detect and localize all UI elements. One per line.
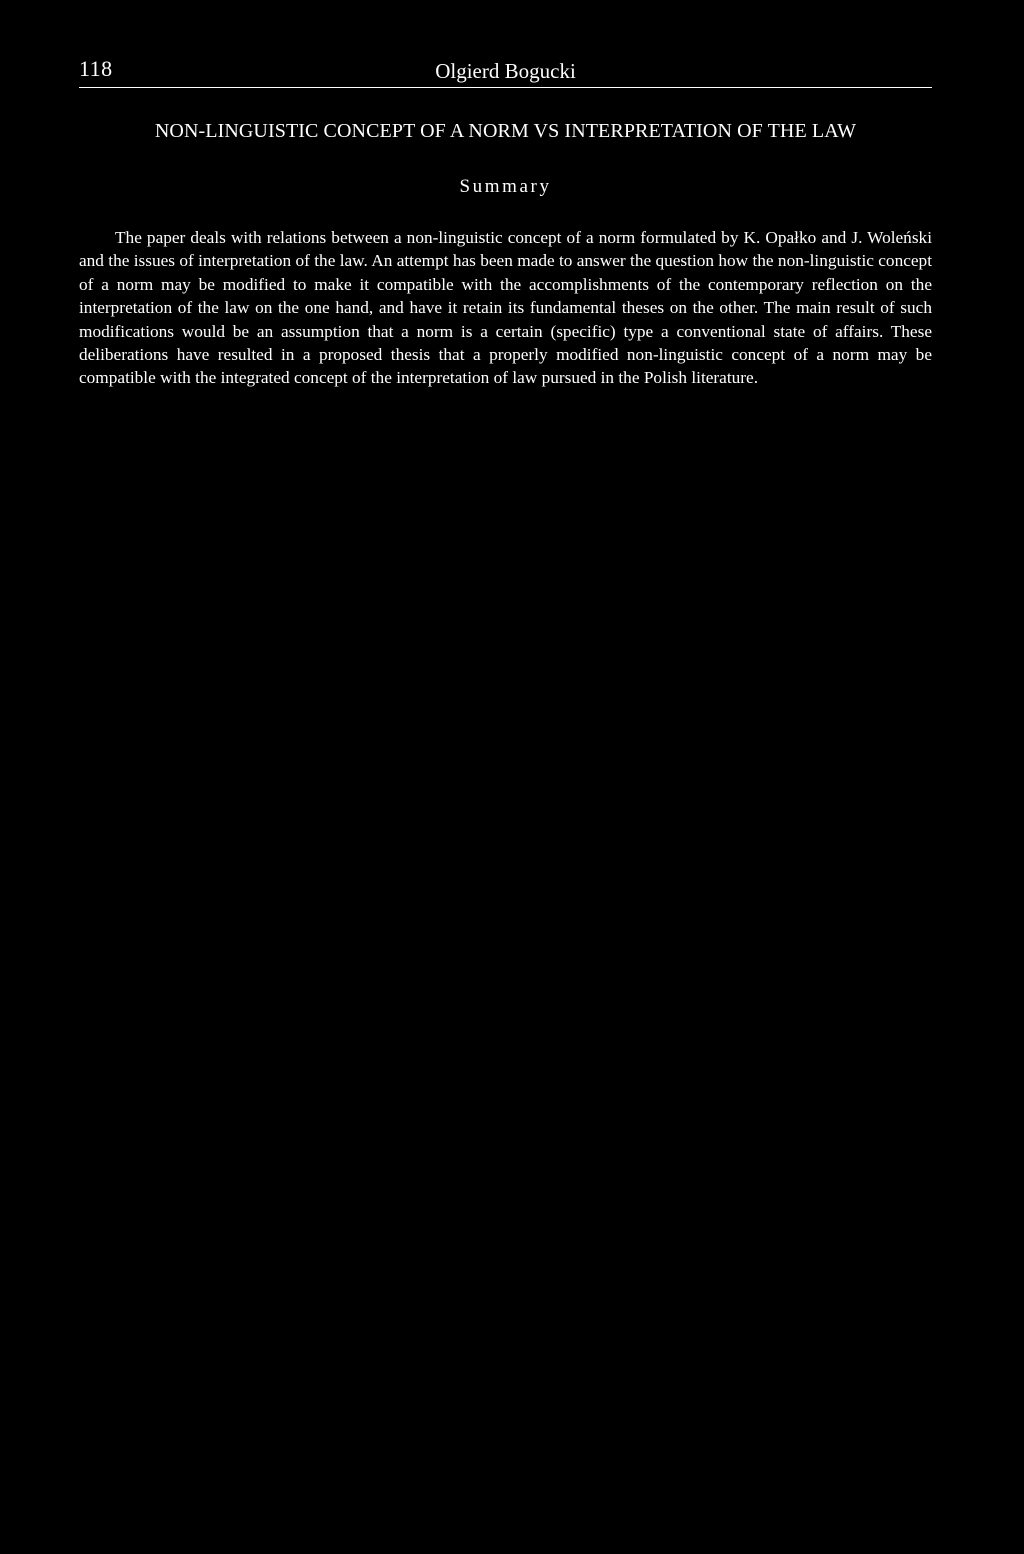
document-page (79, 0, 932, 388)
running-header (79, 0, 932, 88)
summary-paragraph: The paper deals with relations between a non-linguistic concept of a norm formulated by K. Opałko and J. Woleński and the issues of interpretation of the law. An attempt has been made to answer the question how the non-linguistic concept of a norm may be modified to make it compatible with the accomplishments of the contemporary reflection on the interpretation of the law on the one hand, and have it retain its fundamental theses on the other. The main result of such modifications would be an assumption that a norm is a certain (specific) type a conventional state of affairs. These deliberations have resulted in a proposed thesis that a properly modified non-linguistic concept of a norm may be compatible with the integrated concept of the interpretation of law pursued in the Polish literature. (79, 228, 932, 388)
page-number: 118 (79, 56, 113, 81)
running-head-author: Olgierd Bogucki (435, 59, 576, 83)
article-title: NON-LINGUISTIC CONCEPT OF A NORM VS INTERPRETATION OF THE LAW (154, 120, 857, 142)
summary-heading: Summary (459, 176, 552, 197)
